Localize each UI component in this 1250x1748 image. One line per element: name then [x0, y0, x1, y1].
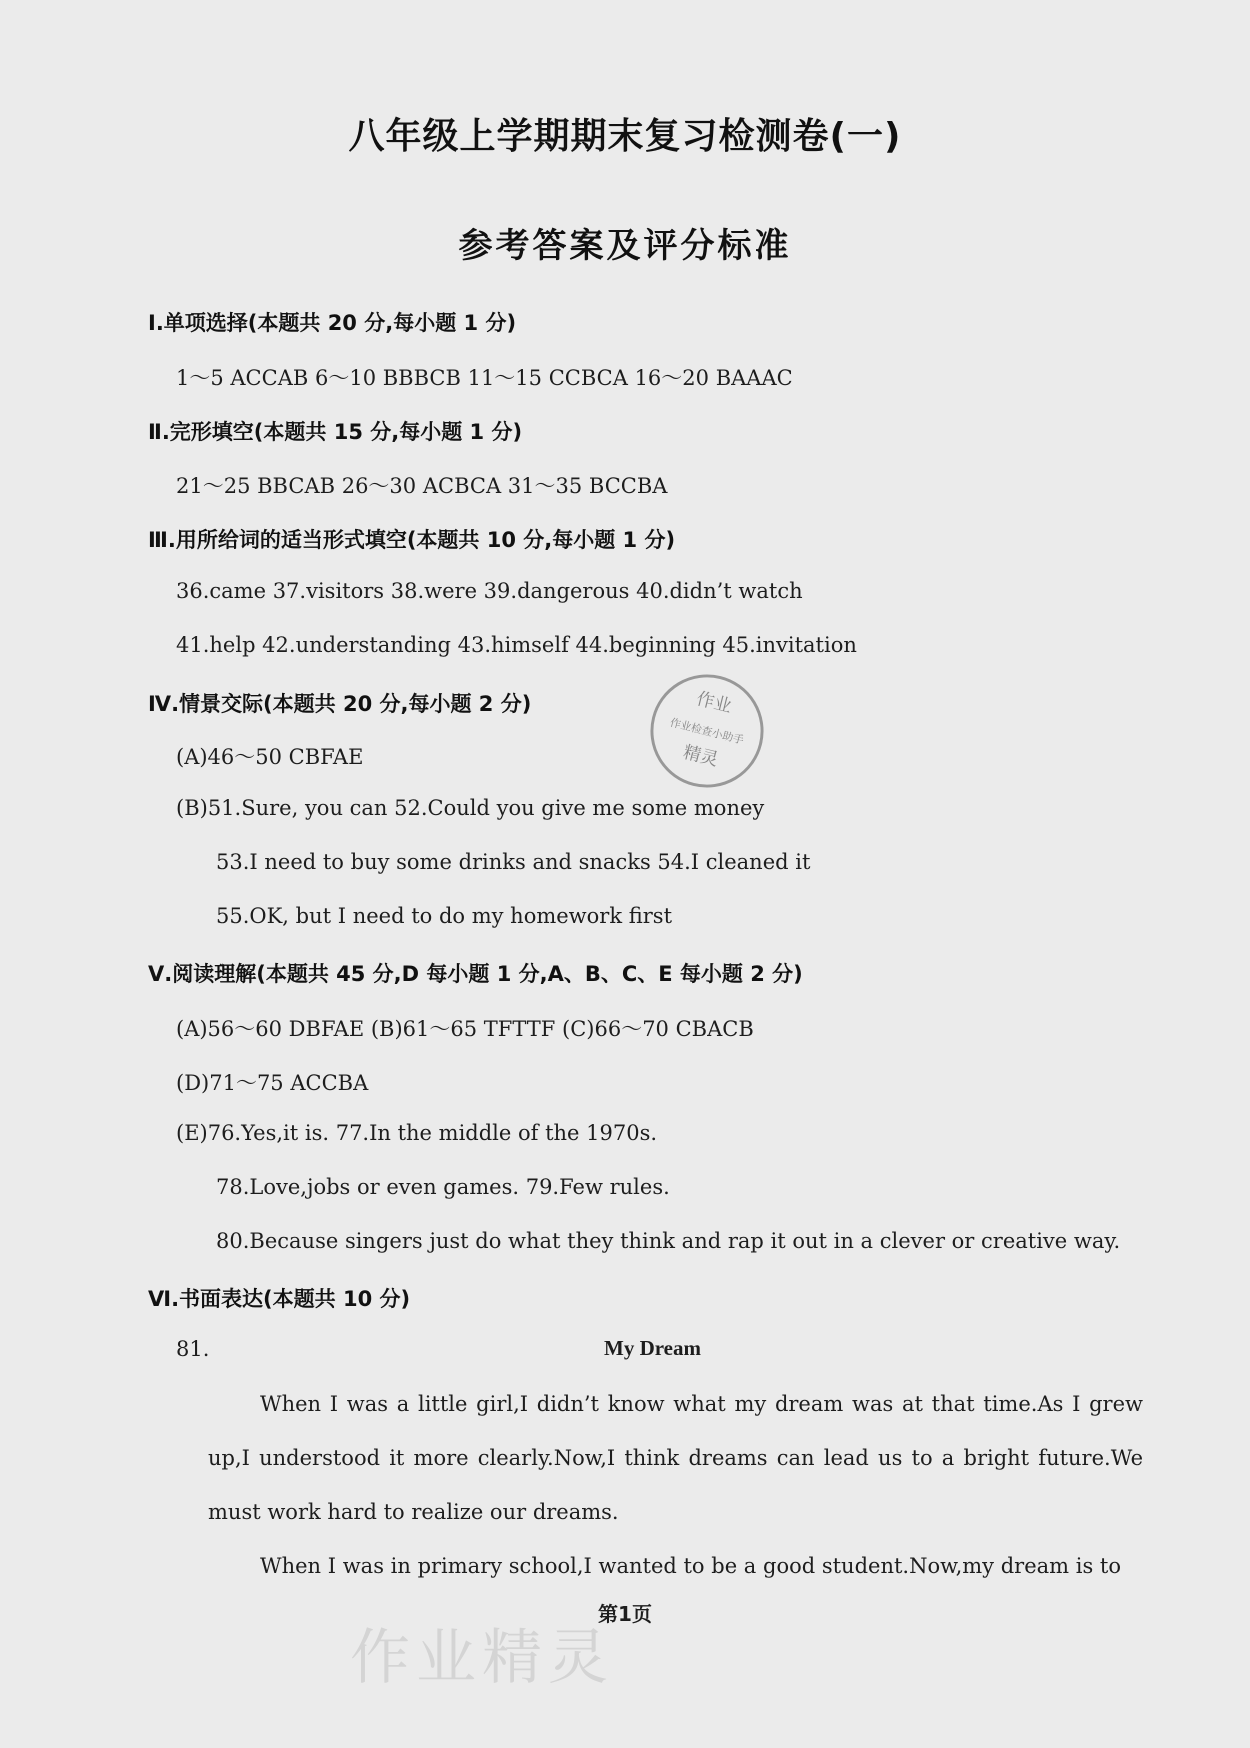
page-number: 第1页 — [598, 1602, 652, 1626]
stamp-top-text: 作业 — [694, 689, 734, 718]
page-title: 八年级上学期期末复习检测卷(一) — [348, 116, 902, 157]
essay-paragraph: When I was a little girl,I didn’t know what my dream was at that time.As I grew up,I understood it more clearly.Now,I think dreams can lead us to a bright future.We must work hard to realize our dreams. — [208, 1392, 1143, 1524]
watermark: 作业精灵 — [350, 1623, 614, 1693]
answer-line: (A)56～60 DBFAE (B)61～65 TFTTF (C)66～70 CBACB — [176, 1017, 754, 1041]
answer-line: (E)76.Yes,it is. 77.In the middle of the 1970s. — [176, 1121, 658, 1145]
answer-line: 1～5 ACCAB 6～10 BBBCB 11～15 CCBCA 16～20 BAAAC — [176, 366, 793, 390]
section-heading-1: Ⅰ.单项选择(本题共 20 分,每小题 1 分) — [148, 311, 517, 335]
stamp-icon — [635, 659, 778, 802]
question-number: 81. — [176, 1337, 210, 1361]
stamp-bottom-text: 精灵 — [681, 742, 721, 771]
answer-line: 55.OK, but I need to do my homework first — [216, 904, 673, 928]
section-heading-5: Ⅴ.阅读理解(本题共 45 分,D 每小题 1 分,A、B、C、E 每小题 2 分) — [148, 962, 803, 986]
answer-line: 53.I need to buy some drinks and snacks 54.I cleaned it — [216, 850, 811, 874]
answer-line: (A)46～50 CBFAE — [176, 745, 364, 769]
answer-line: 80.Because singers just do what they think and rap it out in a clever or creative way. — [216, 1229, 1121, 1253]
stamp-middle-text: 作业检查小助手 — [668, 715, 746, 747]
answer-line: (B)51.Sure, you can 52.Could you give me some money — [176, 796, 765, 820]
section-heading-4: Ⅳ.情景交际(本题共 20 分,每小题 2 分) — [148, 692, 532, 716]
answer-line: 41.help 42.understanding 43.himself 44.beginning 45.invitation — [176, 633, 857, 657]
section-heading-2: Ⅱ.完形填空(本题共 15 分,每小题 1 分) — [148, 420, 523, 444]
essay-paragraph: When I was in primary school,I wanted to be a good student.Now,my dream is to — [260, 1554, 1121, 1578]
section-heading-3: Ⅲ.用所给词的适当形式填空(本题共 10 分,每小题 1 分) — [148, 528, 676, 552]
answer-line: 21～25 BBCAB 26～30 ACBCA 31～35 BCCBA — [176, 474, 668, 498]
answer-line: 78.Love,jobs or even games. 79.Few rules. — [216, 1175, 670, 1199]
answer-line: 36.came 37.visitors 38.were 39.dangerous 40.didn’t watch — [176, 579, 803, 603]
page-subtitle: 参考答案及评分标准 — [458, 226, 792, 266]
essay-title: My Dream — [604, 1336, 701, 1360]
answer-line: (D)71～75 ACCBA — [176, 1071, 369, 1095]
section-heading-6: Ⅵ.书面表达(本题共 10 分) — [148, 1287, 411, 1311]
